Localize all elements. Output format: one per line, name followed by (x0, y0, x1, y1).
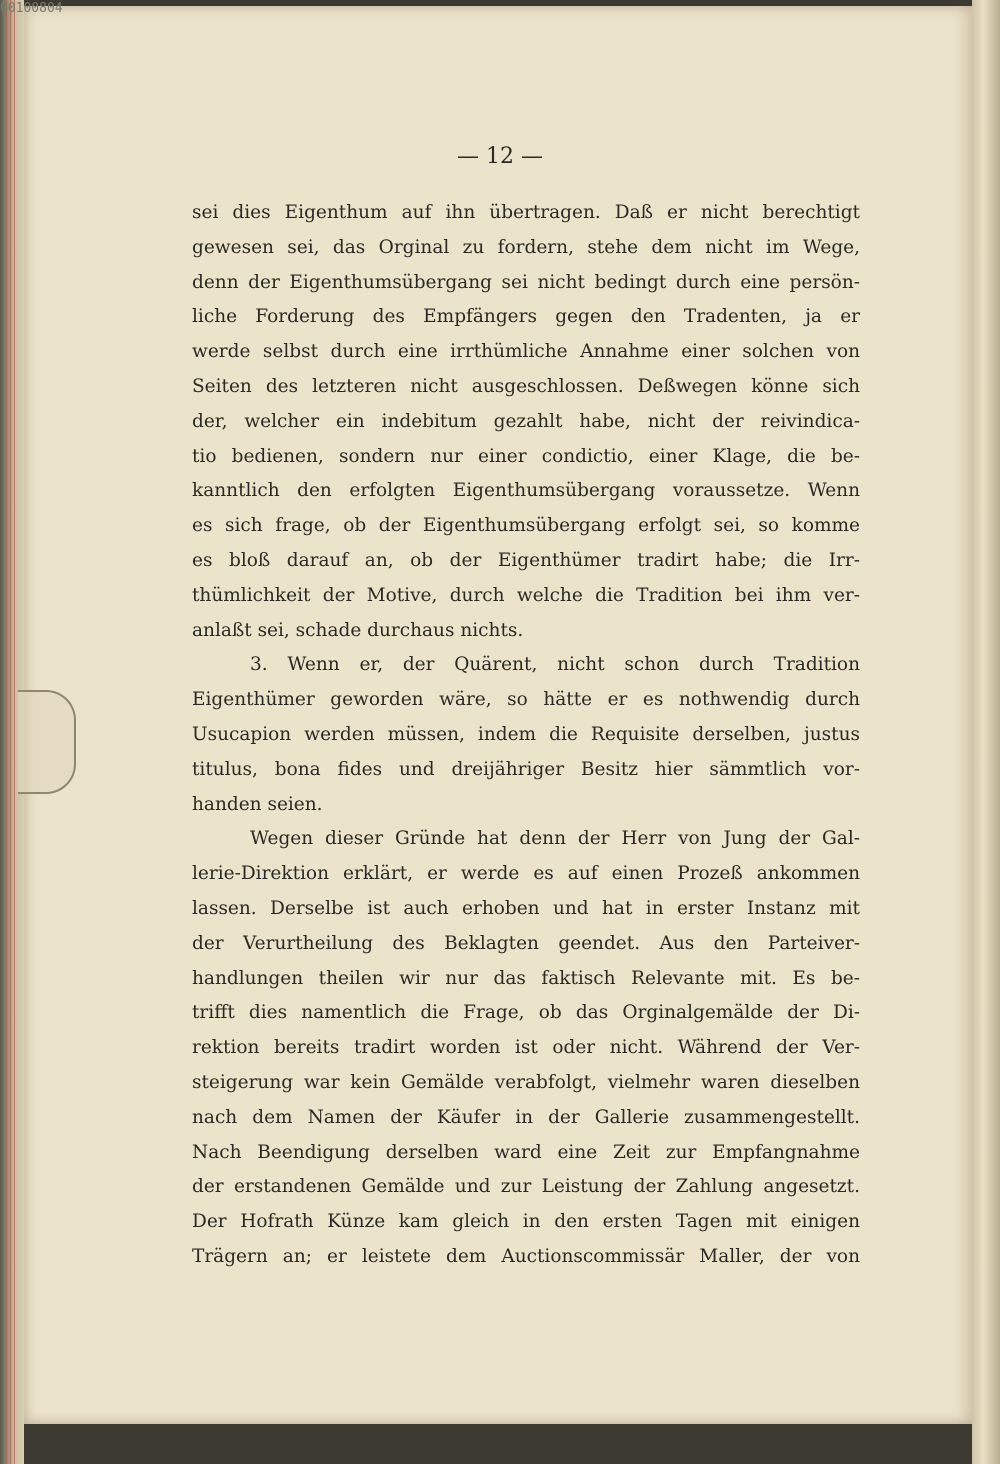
text-line: Trägern an; er leistete dem Auctionscommissär Maller, der von (192, 1245, 860, 1267)
text-line: thümlichkeit der Motive, durch welche die Tradition bei ihm ver- (192, 584, 860, 606)
text-line: der erstandenen Gemälde und zur Leistung der Zahlung angesetzt. (192, 1176, 860, 1198)
text-line: gewesen sei, das Orginal zu fordern, stehe dem nicht im Wege, (192, 236, 860, 258)
scan-reference-number: 00100804 (0, 1, 63, 16)
text-line: 3. Wenn er, der Quärent, nicht schon durch Tradition (250, 654, 860, 676)
text-line: lerie-Direktion erklärt, er werde es auf einen Prozeß ankommen (192, 863, 860, 885)
text-line: Eigenthümer geworden wäre, so hätte er es nothwendig durch (192, 689, 860, 711)
text-line: es bloß darauf an, ob der Eigenthümer tradirt habe; die Irr- (192, 549, 860, 571)
body-text (192, 196, 860, 1275)
text-line: trifft dies namentlich die Frage, ob das Orginalgemälde der Di- (192, 1002, 860, 1024)
text-line: sei dies Eigenthum auf ihn übertragen. Daß er nicht berechtigt (192, 202, 860, 223)
text-line: kanntlich den erfolgten Eigenthumsübergang voraussetze. Wenn (192, 480, 860, 502)
text-line: Der Hofrath Künze kam gleich in den ersten Tagen mit einigen (192, 1211, 860, 1233)
text-line: Usucapion werden müssen, indem die Requisite derselben, justus (192, 723, 860, 745)
text-line: anlaßt sei, schade durchaus nichts. (192, 619, 524, 641)
text-line: denn der Eigenthumsübergang sei nicht bedingt durch eine persön- (192, 271, 860, 293)
text-line: rektion bereits tradirt worden ist oder nicht. Während der Ver- (192, 1037, 860, 1059)
text-line: steigerung war kein Gemälde verabfolgt, vielmehr waren dieselben (192, 1071, 860, 1093)
text-line: werde selbst durch eine irrthümliche Annahme einer solchen von (192, 341, 860, 363)
page-number: — 12 — (457, 144, 543, 169)
text-line: Wegen dieser Gründe hat denn der Herr von Jung der Gal- (250, 828, 860, 850)
text-line: handen seien. (192, 793, 323, 815)
text-line: nach dem Namen der Käufer in der Gallerie zusammengestellt. (192, 1106, 860, 1128)
text-line: lassen. Derselbe ist auch erhoben und hat in erster Instanz mit (192, 897, 860, 919)
text-line: der Verurtheilung des Beklagten geendet. Aus den Parteiver- (192, 932, 860, 954)
binding-gutter (972, 0, 1000, 1464)
text-line: Seiten des letzteren nicht ausgeschlossen. Deßwegen könne sich (192, 375, 860, 397)
text-line: handlungen theilen wir nur das faktisch Relevante mit. Es be- (192, 967, 860, 989)
text-line: Nach Beendigung derselben ward eine Zeit zur Empfangnahme (192, 1141, 860, 1163)
text-line: der, welcher ein indebitum gezahlt habe, nicht der reivindica- (192, 410, 860, 432)
text-line: liche Forderung des Empfängers gegen den Tradenten, ja er (192, 306, 860, 328)
text-line: titulus, bona fides und dreijähriger Besitz hier sämmtlich vor- (192, 758, 860, 780)
bookmark-tab (18, 690, 76, 794)
text-line: es sich frage, ob der Eigenthumsübergang erfolgt sei, so komme (192, 515, 860, 537)
text-line: tio bedienen, sondern nur einer condictio, einer Klage, die be- (192, 445, 860, 467)
